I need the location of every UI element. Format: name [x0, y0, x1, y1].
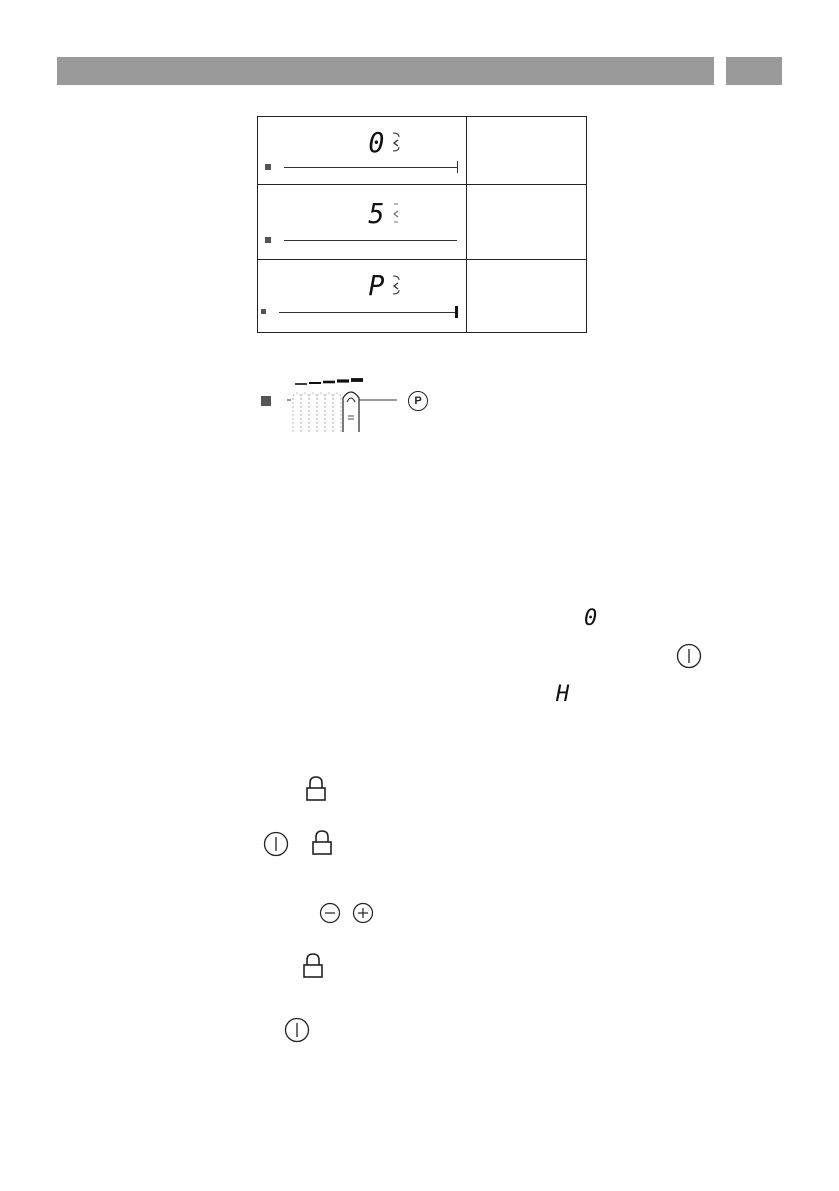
cooking-zone-indicator — [265, 237, 271, 243]
table-row-divider — [258, 184, 586, 185]
minus-icon — [319, 902, 341, 924]
p-button[interactable] — [408, 391, 428, 411]
cooking-zone-indicator — [261, 396, 271, 406]
slider-end-mark — [455, 306, 458, 318]
p-button-label: P — [414, 395, 422, 407]
header-bar — [57, 57, 714, 85]
timer-icon — [390, 274, 402, 296]
slider-track — [284, 240, 457, 241]
display-digit-row-1: 0 — [368, 126, 385, 159]
slider-track — [284, 167, 458, 168]
slider-end-mark — [457, 161, 458, 173]
display-table — [257, 116, 587, 333]
cooking-zone-indicator — [265, 164, 271, 170]
power-icon — [284, 1017, 310, 1043]
power-icon — [263, 831, 289, 857]
h-display-symbol: H — [556, 682, 570, 707]
lock-icon — [302, 953, 324, 979]
lock-icon — [305, 776, 327, 802]
timer-icon — [390, 202, 402, 224]
display-digit-row-2: 5 — [368, 197, 385, 230]
zero-display-symbol: 0 — [584, 606, 598, 631]
power-icon — [676, 643, 702, 669]
lock-icon — [311, 830, 333, 856]
plus-icon — [352, 902, 374, 924]
table-column-divider — [466, 117, 467, 332]
header-page-tab — [726, 57, 782, 85]
table-row-divider — [258, 259, 586, 260]
slider-track — [279, 312, 456, 313]
timer-icon — [390, 131, 402, 153]
cooking-zone-indicator — [261, 309, 266, 314]
display-digit-row-3: P — [368, 269, 385, 302]
